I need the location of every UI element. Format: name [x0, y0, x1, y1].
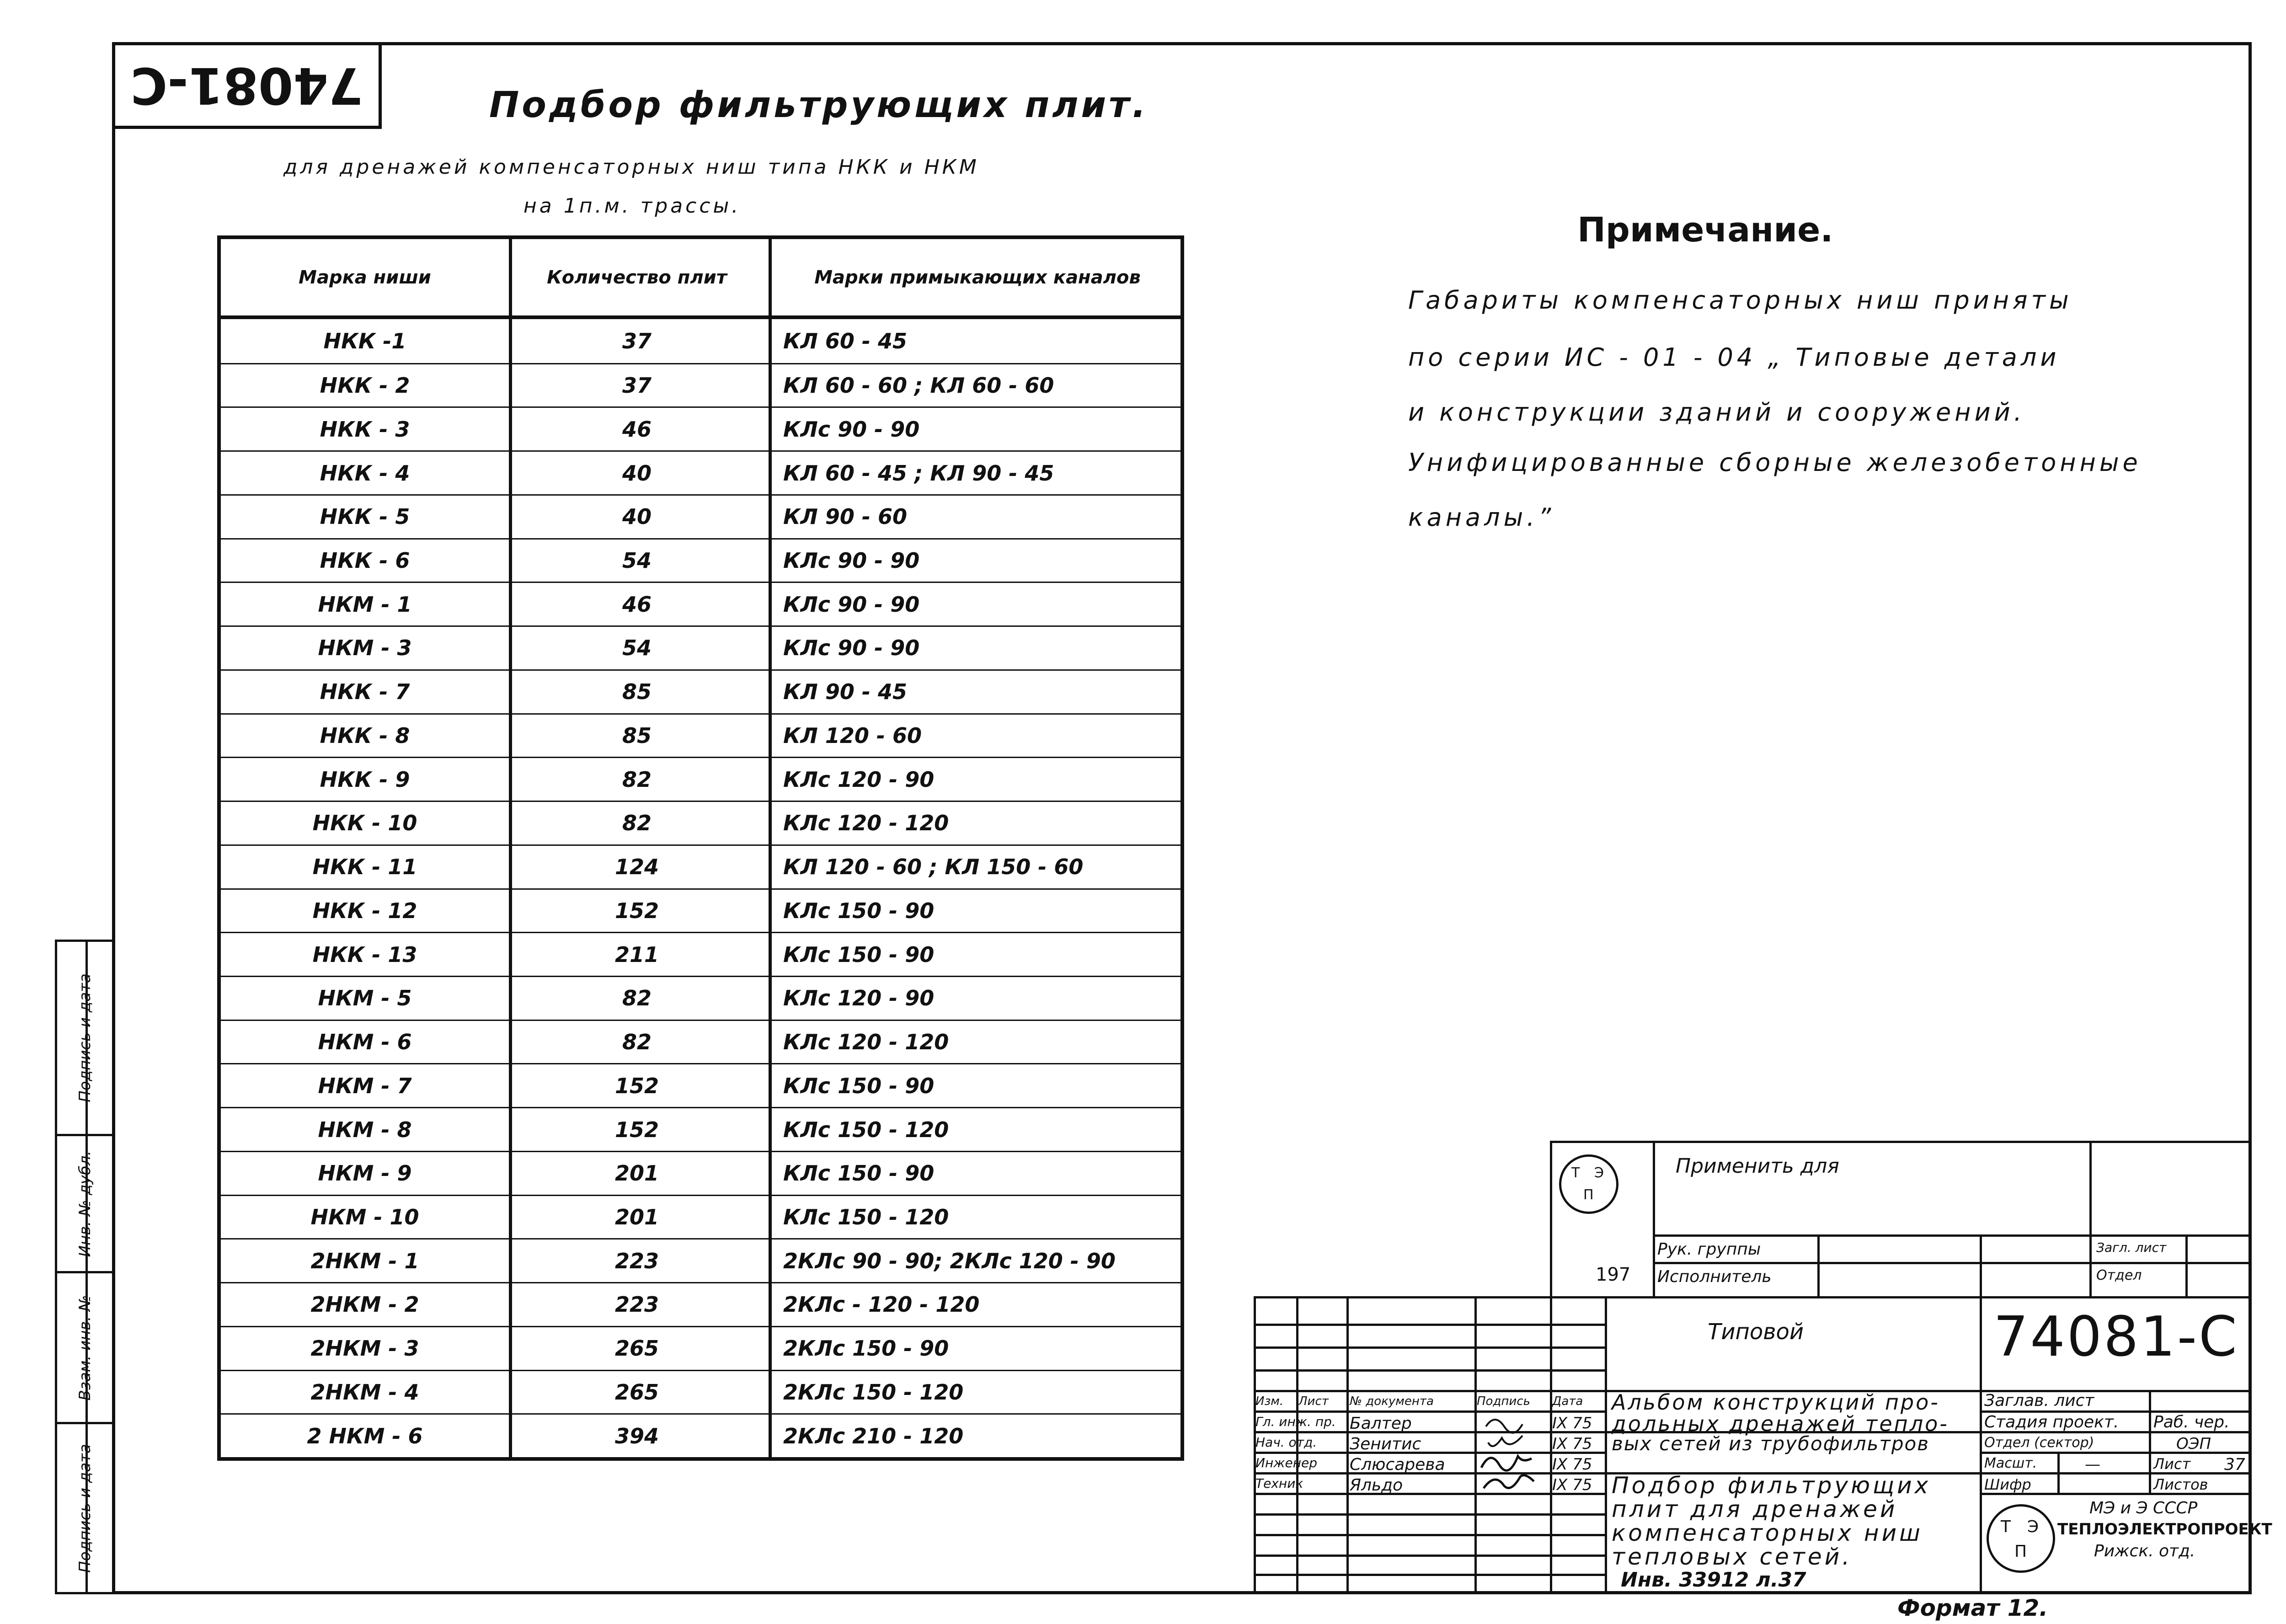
head-sheet-cell: Заглав. лист [1984, 1391, 2094, 1410]
tep-logo-icon [1559, 1154, 1618, 1214]
cell-plate-count: 82 [622, 767, 652, 792]
album-title-line: вых сетей из трубофильтров [1612, 1432, 1929, 1455]
tep-logo-icon [1987, 1504, 2055, 1573]
cell-niche-mark: НКМ - 10 [310, 1204, 419, 1229]
cell-channel-marks: КЛс 120 - 120 [783, 811, 949, 836]
table-header [221, 239, 1180, 319]
header-plate-count: Количество плит [547, 267, 727, 288]
year-code: 197 [1596, 1264, 1631, 1285]
col-header-signature: Подпись [1477, 1394, 1530, 1408]
note-line: и конструкции зданий и сооружений. [1408, 398, 2025, 427]
cell-plate-count: 152 [614, 1073, 659, 1098]
signatures-handwritten [1477, 1408, 1545, 1495]
cell-plate-count: 223 [614, 1292, 659, 1317]
staff-name: Яльдо [1350, 1476, 1403, 1495]
col-header-document: № документа [1350, 1394, 1434, 1408]
cell-channel-marks: КЛс 150 - 120 [783, 1204, 949, 1229]
cell-plate-count: 85 [622, 679, 652, 705]
org-line: ТЕПЛОЭЛЕКТРОПРОЕКТ [2057, 1520, 2272, 1539]
cell-channel-marks: КЛ 90 - 60 [783, 504, 907, 529]
cell-niche-mark: НКК - 13 [312, 942, 417, 967]
tb-line [2149, 1390, 2151, 1493]
cell-niche-mark: НКМ - 3 [318, 636, 412, 661]
tb-line [1980, 1296, 1982, 1594]
table-row [221, 538, 1180, 582]
cell-channel-marks: КЛс 150 - 90 [783, 1161, 935, 1186]
cell-plate-count: 265 [614, 1336, 659, 1361]
tb-line [1254, 1534, 1605, 1536]
cell-channel-marks: КЛс 90 - 90 [783, 592, 920, 617]
sheet-title-line: тепловых сетей. [1612, 1544, 1853, 1570]
format-label: Формат 12. [1897, 1595, 2048, 1621]
tb-line [1605, 1296, 1607, 1594]
cell-plate-count: 40 [622, 504, 652, 529]
tb-line [1254, 1410, 1605, 1413]
cell-channel-marks: КЛс 150 - 120 [783, 1117, 949, 1142]
margin-label: Подпись и дата [76, 1443, 94, 1573]
cell-plate-count: 211 [614, 942, 659, 967]
margin-cell-signature-1 [57, 942, 113, 1134]
cell-channel-marks: КЛс 90 - 90 [783, 548, 920, 573]
cell-plate-count: 82 [622, 986, 652, 1011]
table-row [221, 1326, 1180, 1370]
doc-number: 74081-C [1993, 1305, 2239, 1369]
cell-niche-mark: НКК - 2 [320, 373, 410, 398]
album-title-line: Альбом конструкций про- [1612, 1390, 1940, 1415]
plates-table [217, 235, 1184, 1461]
cell-channel-marks: КЛс 120 - 90 [783, 986, 935, 1011]
table-row [221, 1195, 1180, 1239]
tb-line [2057, 1452, 2060, 1493]
cell-channel-marks: КЛс 120 - 120 [783, 1030, 949, 1055]
tb-line [1254, 1555, 1605, 1557]
subtitle-line-1: для дренажей компенсаторных ниш типа НКК и НКМ [283, 155, 979, 179]
cell-channel-marks: КЛ 60 - 60 ; КЛ 60 - 60 [783, 373, 1054, 398]
cell-niche-mark: НКК - 7 [320, 679, 410, 705]
typical-label: Типовой [1708, 1319, 1804, 1345]
table-row [221, 1370, 1180, 1414]
cell-niche-mark: НКК - 8 [320, 723, 410, 748]
cell-niche-mark: НКК - 10 [312, 811, 417, 836]
stage-value: Раб. чер. [2153, 1413, 2230, 1432]
col-header-sheet: Лист [1298, 1394, 1329, 1408]
department-label: Отдел [2096, 1267, 2142, 1283]
table-row [221, 888, 1180, 932]
margin-strip [55, 940, 115, 1594]
cell-niche-mark: НКМ - 1 [318, 592, 412, 617]
sheet-title-line: плит для дренажей [1612, 1496, 1898, 1522]
staff-date: IX 75 [1552, 1435, 1592, 1453]
tb-line [1980, 1234, 1982, 1298]
cell-niche-mark: 2 НКМ - 6 [307, 1423, 423, 1448]
table-row [221, 1413, 1180, 1457]
logo-letter: П [2014, 1542, 2027, 1561]
cell-plate-count: 201 [614, 1204, 659, 1229]
cell-niche-mark: 2НКМ - 3 [310, 1336, 419, 1361]
table-row [221, 494, 1180, 538]
cell-plate-count: 152 [614, 898, 659, 923]
cell-niche-mark: НКК - 6 [320, 548, 410, 573]
cell-plate-count: 46 [622, 592, 652, 617]
sheet-title-line: Подбор фильтрующих [1612, 1472, 1931, 1499]
cell-plate-count: 85 [622, 723, 652, 748]
head-sheet-label: Загл. лист [2096, 1240, 2167, 1255]
cell-niche-mark: НКМ - 7 [318, 1073, 412, 1098]
note-line: Габариты компенсаторных ниш приняты [1408, 286, 2072, 315]
table-row [221, 669, 1180, 713]
cell-niche-mark: 2НКМ - 4 [310, 1379, 419, 1405]
cell-plate-count: 394 [614, 1423, 659, 1448]
note-title: Примечание. [1577, 210, 1833, 250]
table-row [221, 1151, 1180, 1195]
cell-channel-marks: 2КЛс 150 - 120 [783, 1379, 964, 1405]
logo-letter: Т [1571, 1165, 1580, 1181]
table-row [221, 713, 1180, 757]
col-header-change: Изм. [1255, 1394, 1284, 1408]
margin-cell-signature-2 [57, 1422, 113, 1592]
staff-date: IX 75 [1552, 1414, 1592, 1432]
page-title: Подбор фильтрующих плит. [489, 85, 1148, 126]
cell-channel-marks: 2КЛс 210 - 120 [783, 1423, 964, 1448]
cell-niche-mark: НКМ - 6 [318, 1030, 412, 1055]
staff-role: Гл. инж. пр. [1255, 1414, 1336, 1429]
cell-channel-marks: КЛ 60 - 45 [783, 328, 907, 353]
table-row [221, 1020, 1180, 1063]
logo-letter: Т [2001, 1517, 2011, 1536]
stamp-number: 74081-C [130, 56, 363, 115]
cell-niche-mark: НКК - 5 [320, 504, 410, 529]
group-lead-label: Рук. группы [1657, 1240, 1761, 1259]
cell-plate-count: 40 [622, 460, 652, 486]
table-row [221, 625, 1180, 669]
staff-role: Инженер [1255, 1455, 1318, 1470]
tb-line [1254, 1574, 1605, 1576]
sheet-value: 37 [2224, 1455, 2245, 1474]
tb-line [1817, 1234, 1820, 1298]
sheet-label: Лист [2153, 1455, 2191, 1473]
inventory-note: Инв. 33912 л.37 [1621, 1568, 1806, 1592]
cell-channel-marks: КЛс 150 - 90 [783, 898, 935, 923]
staff-date: IX 75 [1552, 1455, 1592, 1474]
cell-niche-mark: НКК - 11 [312, 855, 417, 880]
cell-channel-marks: КЛс 150 - 90 [783, 942, 935, 967]
table-row [221, 1107, 1180, 1151]
tb-line [1653, 1141, 1655, 1298]
cell-channel-marks: 2КЛс 150 - 90 [783, 1336, 949, 1361]
stamp-box [112, 42, 382, 129]
cell-plate-count: 54 [622, 548, 652, 573]
cell-channel-marks: КЛ 60 - 45 ; КЛ 90 - 45 [783, 460, 1054, 486]
sheet-title-line: компенсаторных ниш [1612, 1520, 1923, 1546]
table-row [221, 801, 1180, 844]
cell-niche-mark: НКК - 12 [312, 898, 417, 923]
logo-letter: П [1583, 1187, 1594, 1203]
table-row [221, 406, 1180, 450]
header-niche-mark: Марка ниши [299, 267, 431, 288]
cell-plate-count: 265 [614, 1379, 659, 1405]
sheets-label: Листов [2153, 1476, 2208, 1493]
table-row [221, 363, 1180, 407]
stage-label: Стадия проект. [1984, 1413, 2119, 1432]
logo-letter: Э [1594, 1165, 1604, 1181]
cell-plate-count: 201 [614, 1161, 659, 1186]
tb-line [1346, 1296, 1349, 1594]
cipher-label: Шифр [1984, 1476, 2031, 1493]
cell-niche-mark: НКК - 9 [320, 767, 410, 792]
staff-role: Нач. отд. [1255, 1435, 1317, 1450]
table-row [221, 844, 1180, 888]
table-row [221, 319, 1180, 363]
note-line: каналы.” [1408, 503, 1555, 532]
tb-line [2185, 1234, 2188, 1298]
cell-plate-count: 37 [622, 373, 652, 398]
dept-value: ОЭП [2176, 1435, 2211, 1453]
margin-label: Инв. № дубл. [76, 1150, 94, 1257]
cell-niche-mark: НКМ - 8 [318, 1117, 412, 1142]
cell-plate-count: 82 [622, 1030, 652, 1055]
cell-channel-marks: КЛ 90 - 45 [783, 679, 907, 705]
table-row [221, 976, 1180, 1020]
table-row [221, 450, 1180, 494]
cell-channel-marks: КЛс 90 - 90 [783, 417, 920, 442]
cell-niche-mark: НКК -1 [323, 328, 406, 353]
cell-channel-marks: КЛ 120 - 60 ; КЛ 150 - 60 [783, 855, 1084, 880]
tb-line [1653, 1234, 2252, 1237]
tb-line [1653, 1262, 2252, 1264]
cell-channel-marks: КЛс 150 - 90 [783, 1073, 935, 1098]
org-line: Рижск. отд. [2094, 1542, 2195, 1560]
staff-name: Балтер [1350, 1414, 1412, 1433]
table-row [221, 1063, 1180, 1107]
table-row [221, 1282, 1180, 1326]
cell-channel-marks: 2КЛс - 120 - 120 [783, 1292, 980, 1317]
tb-line [1254, 1513, 1605, 1516]
cell-niche-mark: НКК - 4 [320, 460, 410, 486]
staff-date: IX 75 [1552, 1476, 1592, 1494]
logo-letter: Э [2027, 1517, 2039, 1536]
apply-for-label: Применить для [1676, 1154, 1839, 1178]
margin-cell-replace [57, 1271, 113, 1422]
staff-name: Зенитис [1350, 1435, 1421, 1453]
note-line: по серии ИС - 01 - 04 „ Типовые детали [1408, 343, 2060, 372]
table-row [221, 932, 1180, 976]
dept-sector-label: Отдел (сектор) [1984, 1435, 2094, 1451]
cell-plate-count: 82 [622, 811, 652, 836]
cell-niche-mark: НКК - 3 [320, 417, 410, 442]
cell-channel-marks: КЛс 120 - 90 [783, 767, 935, 792]
tb-line [2089, 1141, 2092, 1298]
cell-niche-mark: НКМ - 9 [318, 1161, 412, 1186]
org-line: МЭ и Э СССР [2089, 1499, 2198, 1517]
cell-niche-mark: 2НКМ - 2 [310, 1292, 419, 1317]
cell-channel-marks: КЛс 90 - 90 [783, 636, 920, 661]
note-line: Унифицированные сборные железобетонные [1408, 448, 2142, 477]
cell-niche-mark: 2НКМ - 1 [310, 1248, 419, 1273]
margin-label: Подпись и дата [76, 973, 94, 1102]
header-channel-marks: Марки примыкающих каналов [814, 267, 1141, 288]
margin-label: Взам. инв. № [76, 1295, 94, 1400]
scale-value: — [2085, 1455, 2100, 1474]
scale-label: Масшт. [1984, 1455, 2037, 1471]
col-header-date: Дата [1552, 1394, 1583, 1408]
table-row [221, 1238, 1180, 1282]
cell-plate-count: 152 [614, 1117, 659, 1142]
table-row [221, 582, 1180, 625]
cell-plate-count: 223 [614, 1248, 659, 1273]
tb-line [1254, 1369, 1605, 1372]
cell-plate-count: 46 [622, 417, 652, 442]
cell-plate-count: 37 [622, 328, 652, 353]
staff-role: Техник [1255, 1476, 1303, 1491]
margin-cell-dup [57, 1134, 113, 1271]
album-title-line: дольных дренажей тепло- [1612, 1411, 1949, 1436]
executor-label: Исполнитель [1657, 1267, 1772, 1286]
subtitle-line-2: на 1п.м. трассы. [523, 194, 741, 218]
cell-channel-marks: КЛ 120 - 60 [783, 723, 922, 748]
cell-channel-marks: 2КЛс 90 - 90; 2КЛс 120 - 90 [783, 1248, 1116, 1273]
staff-name: Слюсарева [1350, 1455, 1445, 1474]
cell-plate-count: 54 [622, 636, 652, 661]
table-row [221, 757, 1180, 801]
cell-plate-count: 124 [614, 855, 659, 880]
tb-line [1254, 1324, 1605, 1326]
tb-line [1254, 1346, 1605, 1349]
cell-niche-mark: НКМ - 5 [318, 986, 412, 1011]
